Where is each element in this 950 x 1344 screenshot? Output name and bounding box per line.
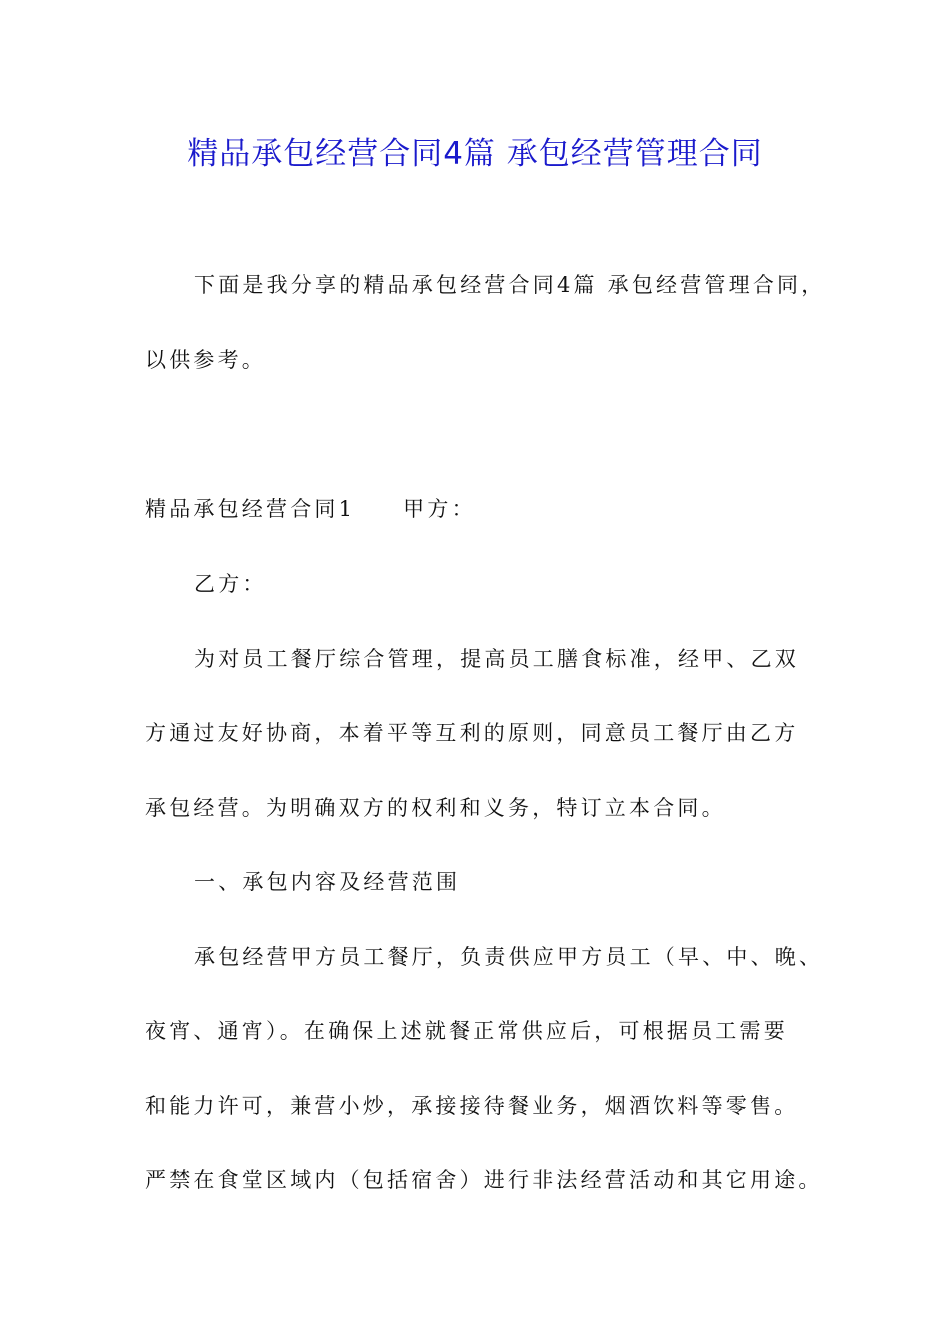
intro-line-2: 以供参考。 <box>145 348 266 372</box>
para2-line-2: 夜宵、通宵）。在确保上述就餐正常供应后，可根据员工需要 <box>145 1019 788 1043</box>
para1-line-3: 承包经营。为明确双方的权利和义务，特订立本合同。 <box>145 796 726 820</box>
section-heading-row <box>145 494 476 524</box>
party-a-label: 甲方： <box>403 497 476 521</box>
para1-line-1: 为对员工餐厅综合管理，提高员工膳食标准，经甲、乙双 <box>194 647 799 671</box>
document-title: 精品承包经营合同4篇 承包经营管理合同 <box>187 136 763 172</box>
section-heading: 精品承包经营合同1 <box>145 497 356 521</box>
party-b-label: 乙方： <box>194 572 267 596</box>
para2-line-4: 严禁在食堂区域内（包括宿舍）进行非法经营活动和其它用途。 <box>145 1168 823 1192</box>
para2-line-3: 和能力许可，兼营小炒，承接接待餐业务，烟酒饮料等零售。 <box>145 1094 799 1118</box>
intro-line-1: 下面是我分享的精品承包经营合同4篇 承包经营管理合同， <box>194 273 826 297</box>
clause1-heading: 一、承包内容及经营范围 <box>194 870 461 894</box>
para2-line-1: 承包经营甲方员工餐厅，负责供应甲方员工（早、中、晚、 <box>194 945 824 969</box>
para1-line-2: 方通过友好协商，本着平等互利的原则，同意员工餐厅由乙方 <box>145 721 799 745</box>
